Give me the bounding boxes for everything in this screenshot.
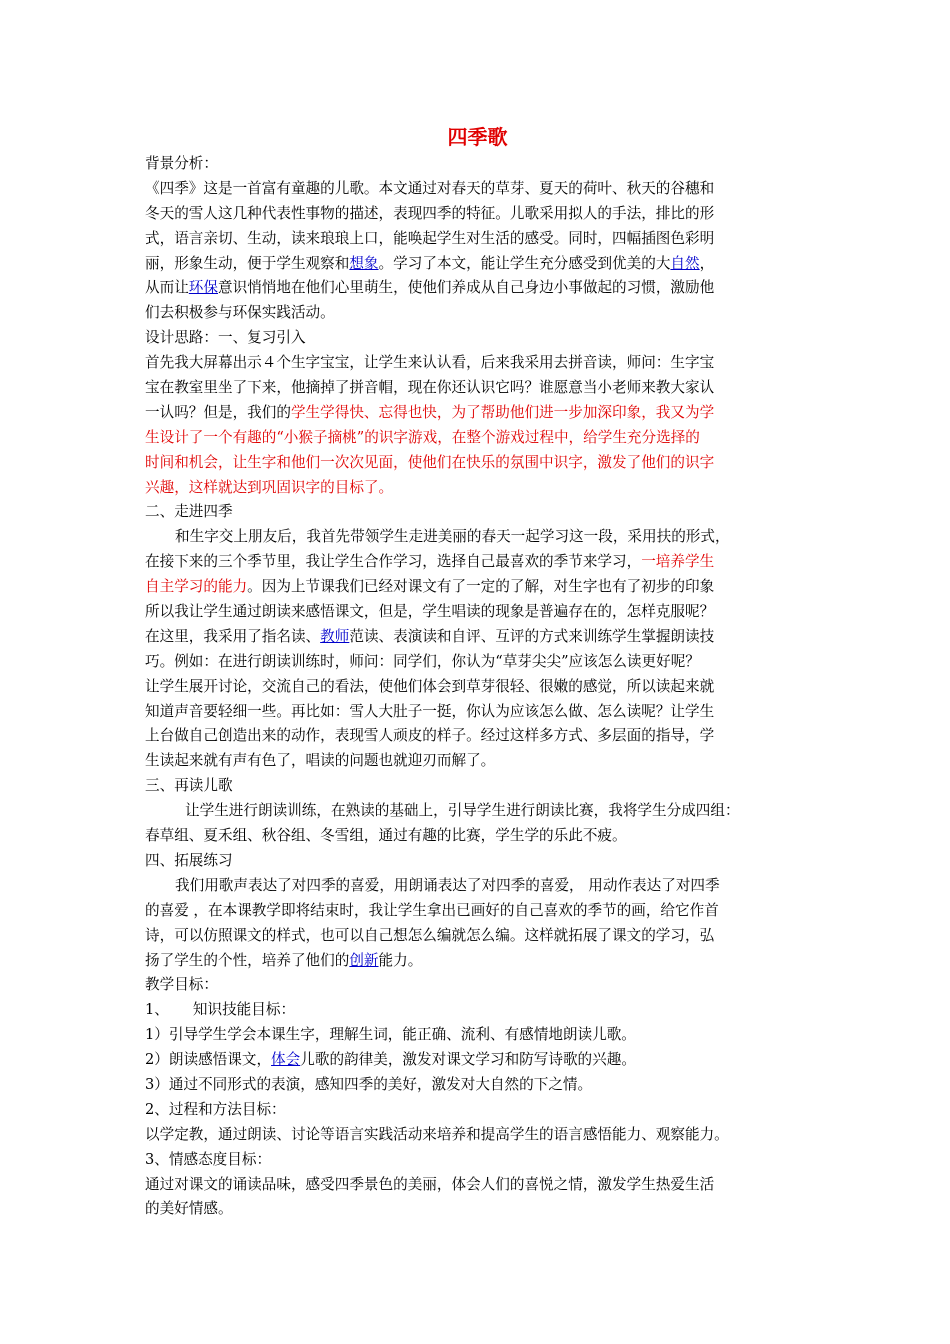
highlight-line: 兴趣，这样就达到巩固识字的目标了。 — [145, 478, 394, 496]
paragraph-line: 首先我大屏幕出示４个生字宝宝，让学生来认认看，后来我采用去拼音读，师问：生字宝 — [145, 354, 715, 372]
paragraph-line: 春草组、夏禾组、秋谷组、冬雪组，通过有趣的比赛，学生学的乐此不疲。 — [145, 827, 627, 845]
paragraph-line — [145, 625, 810, 650]
link-environment[interactable]: 环保 — [188, 279, 218, 297]
highlight-line: 生设计了一个有趣的“小猴子摘桃”的识字游戏，在整个游戏过程中，给学生充分选择的 — [145, 428, 700, 446]
text-span: 意识悄悄地在他们心里萌生，使他们养成从自己身边小事做起的习惯，激励他 — [218, 279, 715, 297]
section-heading-design: 设计思路：一、复习引入 — [145, 329, 306, 347]
section-heading-goals: 教学目标： — [145, 976, 218, 994]
text-span: 能力。 — [378, 951, 423, 969]
goal-heading: 2、过程和方法目标： — [145, 1100, 286, 1118]
link-nature[interactable]: 自然 — [670, 254, 700, 272]
text-span: 在接下来的三个季节里，我让学生合作学习，选择自己最喜欢的季节来学习， — [145, 553, 642, 571]
paragraph-line — [145, 550, 810, 575]
goal-item: 通过对课文的诵读品味，感受四季景色的美丽，体会人们的喜悦之情，激发学生热爱生活 — [145, 1175, 715, 1193]
text-span: 一认吗？但是，我们的 — [145, 403, 291, 421]
paragraph-line: 诗，可以仿照课文的样式，也可以自己想怎么编就怎么编。这样就拓展了课文的学习，弘 — [145, 926, 715, 944]
paragraph-line — [145, 252, 810, 277]
link-innovation[interactable]: 创新 — [349, 951, 379, 969]
paragraph-line — [145, 401, 810, 426]
goal-heading: 3、情感态度目标： — [145, 1150, 272, 1168]
text-span: 丽，形象生动，便于学生观察和 — [145, 254, 350, 272]
goal-item: 3）通过不同形式的表演，感知四季的美好，激发对大自然的下之情。 — [145, 1075, 593, 1093]
goal-number: 1、 — [145, 1001, 169, 1019]
section-heading-three: 三、再读儿歌 — [145, 777, 233, 795]
text-span: 儿歌的韵律美，激发对课文学习和防写诗歌的兴趣。 — [300, 1051, 636, 1069]
paragraph-line: 和生字交上朋友后，我首先带领学生走进美丽的春天一起学习这一段，采用扶的形式， — [175, 528, 730, 546]
paragraph-line: 知道声音要轻细一些。再比如：雪人大肚子一挺，你认为应该怎么做、怎么读呢？让学生 — [145, 702, 715, 720]
highlight-line: 时间和机会，让生字和他们一次次见面，使他们在快乐的氛围中识字，激发了他们的识字 — [145, 453, 715, 471]
paragraph-line — [145, 949, 810, 974]
goal-item: 以学定教，通过朗读、讨论等语言实践活动来培养和提高学生的语言感悟能力、观察能力。 — [145, 1125, 729, 1143]
highlight-text: 学生学得快、忘得也快，为了帮助他们进一步加深印象，我又为学 — [290, 403, 715, 421]
section-heading-four: 四、拓展练习 — [145, 851, 233, 869]
text-span: 2）朗读感悟课文， — [145, 1051, 272, 1069]
text-span: 范读、表演读和自评、互评的方式来训练学生掌握朗读技 — [349, 627, 715, 645]
text-span: ， — [699, 254, 715, 272]
goal-item — [145, 1048, 810, 1073]
text-span: 。学习了本文，能让学生充分感受到优美的大 — [378, 254, 671, 272]
highlight-text: 自主学习的能力 — [145, 578, 248, 596]
link-imagination[interactable]: 想象 — [349, 254, 379, 272]
document-page — [145, 122, 810, 1222]
text-span: 从而让 — [145, 279, 189, 297]
link-experience[interactable]: 体会 — [271, 1051, 301, 1069]
paragraph-line: 的喜爱 ，在本课教学即将结束时，我让学生拿出已画好的自己喜欢的季节的画，给它作首 — [145, 901, 719, 919]
paragraph-line: 上台做自己创造出来的动作，表现雪人顽皮的样子。经过这样多方式、多层面的指导，学 — [145, 727, 715, 745]
paragraph-line: 让学生展开讨论，交流自己的看法，使他们体会到草芽很轻、很嫩的感觉，所以读起来就 — [145, 677, 715, 695]
document-title: 四季歌 — [447, 125, 508, 149]
paragraph-line — [145, 575, 810, 600]
highlight-text: 一培养学生 — [641, 553, 715, 571]
text-span: 扬了学生的个性，培养了他们的 — [145, 951, 350, 969]
section-heading-background: 背景分析： — [145, 155, 218, 172]
paragraph-line: 们去积极参与环保实践活动。 — [145, 304, 335, 322]
paragraph-line: 让学生进行朗读训练，在熟读的基础上，引导学生进行朗读比赛，我将学生分成四组： — [185, 802, 740, 820]
text-span: 。因为上节课我们已经对课文有了一定的了解，对生字也有了初步的印象 — [247, 578, 715, 596]
paragraph-line — [145, 276, 810, 301]
paragraph-line: 生读起来就有声有色了，唱读的问题也就迎刃而解了。 — [145, 752, 496, 770]
paragraph-line: 宝在教室里坐了下来，他摘掉了拼音帽，现在你还认识它吗？谁愿意当小老师来教大家认 — [145, 379, 715, 397]
goal-title: 知识技能目标： — [192, 1001, 296, 1019]
paragraph-line: 我们用歌声表达了对四季的喜爱，用朗诵表达了对四季的喜爱， 用动作表达了对四季 — [175, 876, 720, 894]
section-heading-two: 二、走进四季 — [145, 503, 233, 521]
text-span: 在这里，我采用了指名读、 — [145, 627, 321, 645]
link-teacher[interactable]: 教师 — [320, 627, 350, 645]
goal-item: 1）引导学生学会本课生字，理解生词，能正确、流利、有感情地朗读儿歌。 — [145, 1026, 636, 1044]
goal-item: 的美好情感。 — [145, 1200, 233, 1218]
paragraph-line: 式，语言亲切、生动，读来琅琅上口，能唤起学生对生活的感受。同时，四幅插图色彩明 — [145, 229, 715, 247]
goal-heading — [145, 998, 810, 1023]
paragraph-line: 所以我让学生通过朗读来感悟课文，但是，学生唱读的现象是普遍存在的，怎样克服呢？ — [145, 603, 715, 621]
paragraph-line: 巧。例如：在进行朗读训练时，师问：同学们，你认为“草芽尖尖”应该怎么读更好呢？ — [145, 652, 700, 670]
paragraph-line: 《四季》这是一首富有童趣的儿歌。本文通过对春天的草芽、夏天的荷叶、秋天的谷穗和 — [145, 179, 715, 197]
paragraph-line: 冬天的雪人这几种代表性事物的描述，表现四季的特征。儿歌采用拟人的手法，排比的形 — [145, 204, 715, 222]
